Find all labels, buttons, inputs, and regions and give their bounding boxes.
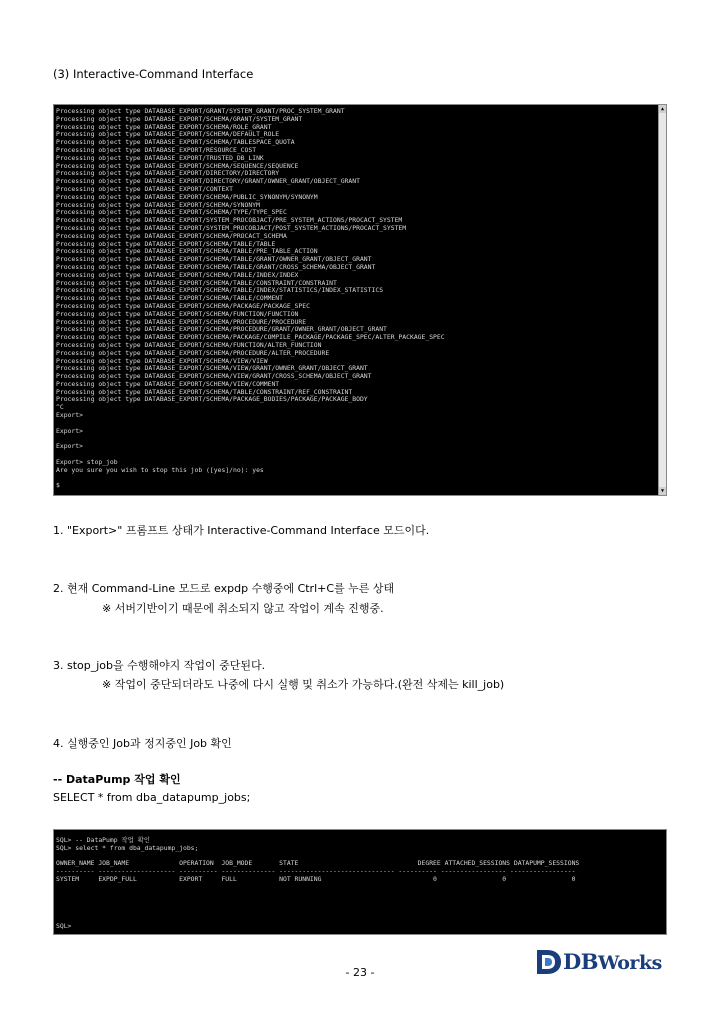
terminal-line: Export> xyxy=(56,426,83,435)
scroll-down-arrow-icon[interactable]: ▼ xyxy=(660,488,664,494)
terminal-line: Processing object type DATABASE_EXPORT/SCHEMA/TABLE/PRE_TABLE_ACTION xyxy=(56,247,318,256)
terminal-line: Processing object type DATABASE_EXPORT/SCHEMA/PROCEDURE/ALTER_PROCEDURE xyxy=(56,348,330,357)
terminal-line: Processing object type DATABASE_EXPORT/SCHEMA/PACKAGE/PACKAGE_SPEC xyxy=(56,301,310,310)
terminal-line: Processing object type DATABASE_EXPORT/SCHEMA/FUNCTION/ALTER_FUNCTION xyxy=(56,340,322,349)
note-2: ※ 서버기반이기 때문에 취소되지 않고 작업이 계속 진행중. xyxy=(102,602,384,615)
terminal-output xyxy=(56,108,656,490)
terminal-line: Processing object type DATABASE_EXPORT/SCHEMA/PACKAGE/COMPILE_PACKAGE/PACKAGE_SPEC/ALTER_PACKAGE_SPEC xyxy=(56,333,445,342)
terminal-line: Processing object type DATABASE_EXPORT/TRUSTED_DB_LINK xyxy=(56,153,264,162)
logo-db: DB xyxy=(563,949,598,974)
paragraph-2: 2. 현재 Command-Line 모드로 expdp 수행중에 Ctrl+C를 누른 상태 xyxy=(53,582,395,595)
terminal-line: Processing object type DATABASE_EXPORT/SCHEMA/PROCEDURE/PROCEDURE xyxy=(56,317,307,326)
terminal-window-export xyxy=(53,104,667,496)
terminal-line xyxy=(56,892,662,900)
terminal-line: Processing object type DATABASE_EXPORT/DIRECTORY/DIRECTORY xyxy=(56,169,280,178)
terminal-line: Processing object type DATABASE_EXPORT/SCHEMA/VIEW/VIEW xyxy=(56,356,268,365)
terminal-line: Processing object type DATABASE_EXPORT/SCHEMA/VIEW/GRANT/OWNER_GRANT/OBJECT_GRANT xyxy=(56,364,368,373)
terminal-line: SQL> -- DataPump 작업 확인 xyxy=(56,836,150,844)
terminal-line: ^C xyxy=(56,403,64,412)
terminal-line xyxy=(56,435,656,443)
terminal-line: SQL> xyxy=(56,921,72,930)
note-3: ※ 작업이 중단되더라도 나중에 다시 실행 및 취소가 가능하다.(완전 삭제는 kill_job) xyxy=(102,678,505,691)
terminal-line: Processing object type DATABASE_EXPORT/SCHEMA/SEQUENCE/SEQUENCE xyxy=(56,161,299,170)
terminal-scrollbar[interactable] xyxy=(658,105,666,495)
terminal-line: Processing object type DATABASE_EXPORT/SCHEMA/TABLE/CONSTRAINT/CONSTRAINT xyxy=(56,278,337,287)
terminal-line: Processing object type DATABASE_EXPORT/SCHEMA/TABLE/GRANT/OWNER_GRANT/OBJECT_GRANT xyxy=(56,255,372,264)
terminal-line: Export> stop_job xyxy=(56,457,118,466)
terminal-line xyxy=(56,420,656,428)
sql-terminal-output xyxy=(56,837,662,931)
scroll-up-arrow-icon[interactable]: ▲ xyxy=(660,106,664,112)
terminal-line: Processing object type DATABASE_EXPORT/SCHEMA/TABLE/GRANT/CROSS_SCHEMA/OBJECT_GRANT xyxy=(56,262,376,271)
dbworks-logo xyxy=(535,948,667,976)
sql-comment: -- DataPump 작업 확인 xyxy=(53,773,181,786)
terminal-line: Export> xyxy=(56,442,83,451)
terminal-line: Processing object type DATABASE_EXPORT/SCHEMA/TABLE/COMMENT xyxy=(56,294,284,303)
terminal-window-sql xyxy=(53,829,667,935)
terminal-line: Processing object type DATABASE_EXPORT/SYSTEM_PROCOBJACT/POST_SYSTEM_ACTIONS/PROCACT_SYSTEM xyxy=(56,223,407,232)
terminal-line: Processing object type DATABASE_EXPORT/SCHEMA/TABLE/INDEX/INDEX xyxy=(56,270,299,279)
sql-query: SELECT * from dba_datapump_jobs; xyxy=(53,791,251,804)
terminal-line: Processing object type DATABASE_EXPORT/SCHEMA/PROCACT_SCHEMA xyxy=(56,231,287,240)
terminal-line xyxy=(56,899,662,907)
terminal-line: Processing object type DATABASE_EXPORT/SCHEMA/PROCEDURE/GRANT/OWNER_GRANT/OBJECT_GRANT xyxy=(56,325,387,334)
terminal-line: SQL> select * from dba_datapump_jobs; xyxy=(56,843,199,852)
terminal-line: Processing object type DATABASE_EXPORT/SCHEMA/TABLE/CONSTRAINT/REF_CONSTRAINT xyxy=(56,387,353,396)
terminal-line: Processing object type DATABASE_EXPORT/SCHEMA/FUNCTION/FUNCTION xyxy=(56,309,299,318)
terminal-line: Processing object type DATABASE_EXPORT/SYSTEM_PROCOBJACT/PRE_SYSTEM_ACTIONS/PROCACT_SYSTEM xyxy=(56,216,403,225)
terminal-line: OWNER_NAME JOB_NAME OPERATION JOB_MODE STATE DEGREE ATTACHED_SESSIONS DATAPUMP_SESSIONS xyxy=(56,859,580,868)
dbworks-logo-icon xyxy=(535,948,563,976)
terminal-line: Processing object type DATABASE_EXPORT/SCHEMA/VIEW/COMMENT xyxy=(56,379,280,388)
terminal-line: Are you sure you wish to stop this job ([yes]/no): yes xyxy=(56,465,264,474)
terminal-line: Processing object type DATABASE_EXPORT/SCHEMA/VIEW/GRANT/CROSS_SCHEMA/OBJECT_GRANT xyxy=(56,372,372,381)
terminal-line: Export> xyxy=(56,411,83,420)
terminal-line: Processing object type DATABASE_EXPORT/DIRECTORY/GRANT/OWNER_GRANT/OBJECT_GRANT xyxy=(56,177,360,186)
section-heading: (3) Interactive-Command Interface xyxy=(53,67,254,81)
terminal-line: Processing object type DATABASE_EXPORT/SCHEMA/TYPE/TYPE_SPEC xyxy=(56,208,287,217)
terminal-line: $ xyxy=(56,481,60,490)
terminal-line xyxy=(56,451,656,459)
terminal-line: Processing object type DATABASE_EXPORT/SCHEMA/ROLE_GRANT xyxy=(56,122,272,131)
paragraph-3: 3. stop_job을 수행해야지 작업이 중단된다. xyxy=(53,659,266,672)
terminal-line: Processing object type DATABASE_EXPORT/SCHEMA/TABLE/INDEX/STATISTICS/INDEX_STATISTICS xyxy=(56,286,384,295)
terminal-line xyxy=(56,915,662,923)
terminal-line: Processing object type DATABASE_EXPORT/SCHEMA/DEFAULT_ROLE xyxy=(56,130,280,139)
terminal-line xyxy=(56,884,662,892)
terminal-line: Processing object type DATABASE_EXPORT/SCHEMA/TABLESPACE_QUOTA xyxy=(56,138,295,147)
terminal-line: Processing object type DATABASE_EXPORT/SCHEMA/TABLE/TABLE xyxy=(56,239,276,248)
dbworks-logo-text xyxy=(563,949,662,974)
logo-works: Works xyxy=(597,952,662,974)
terminal-line: Processing object type DATABASE_EXPORT/GRANT/SYSTEM_GRANT/PROC_SYSTEM_GRANT xyxy=(56,107,345,115)
paragraph-4: 4. 실행중인 Job과 정지중인 Job 확인 xyxy=(53,737,232,750)
page-number: - 23 - xyxy=(345,966,375,979)
paragraph-1: 1. "Export>" 프롬프트 상태가 Interactive-Command Interface 모드이다. xyxy=(53,524,430,537)
terminal-line: Processing object type DATABASE_EXPORT/RESOURCE_COST xyxy=(56,145,257,154)
terminal-line: Processing object type DATABASE_EXPORT/CONTEXT xyxy=(56,184,233,193)
terminal-line: Processing object type DATABASE_EXPORT/SCHEMA/SYNONYM xyxy=(56,200,260,209)
terminal-line xyxy=(56,474,656,482)
terminal-line: Processing object type DATABASE_EXPORT/SCHEMA/PACKAGE_BODIES/PACKAGE/PACKAGE_BODY xyxy=(56,395,368,404)
terminal-line: SYSTEM EXPDP_FULL EXPORT FULL NOT RUNNING 0 0 0 xyxy=(56,874,576,883)
terminal-line: Processing object type DATABASE_EXPORT/SCHEMA/PUBLIC_SYNONYM/SYNONYM xyxy=(56,192,318,201)
terminal-line xyxy=(56,907,662,915)
terminal-line: Processing object type DATABASE_EXPORT/SCHEMA/GRANT/SYSTEM_GRANT xyxy=(56,114,303,123)
terminal-line: ---------- -------------------- ---------- -------------- ------------------------------ ---------- ----------------- ----------------- xyxy=(56,867,576,876)
